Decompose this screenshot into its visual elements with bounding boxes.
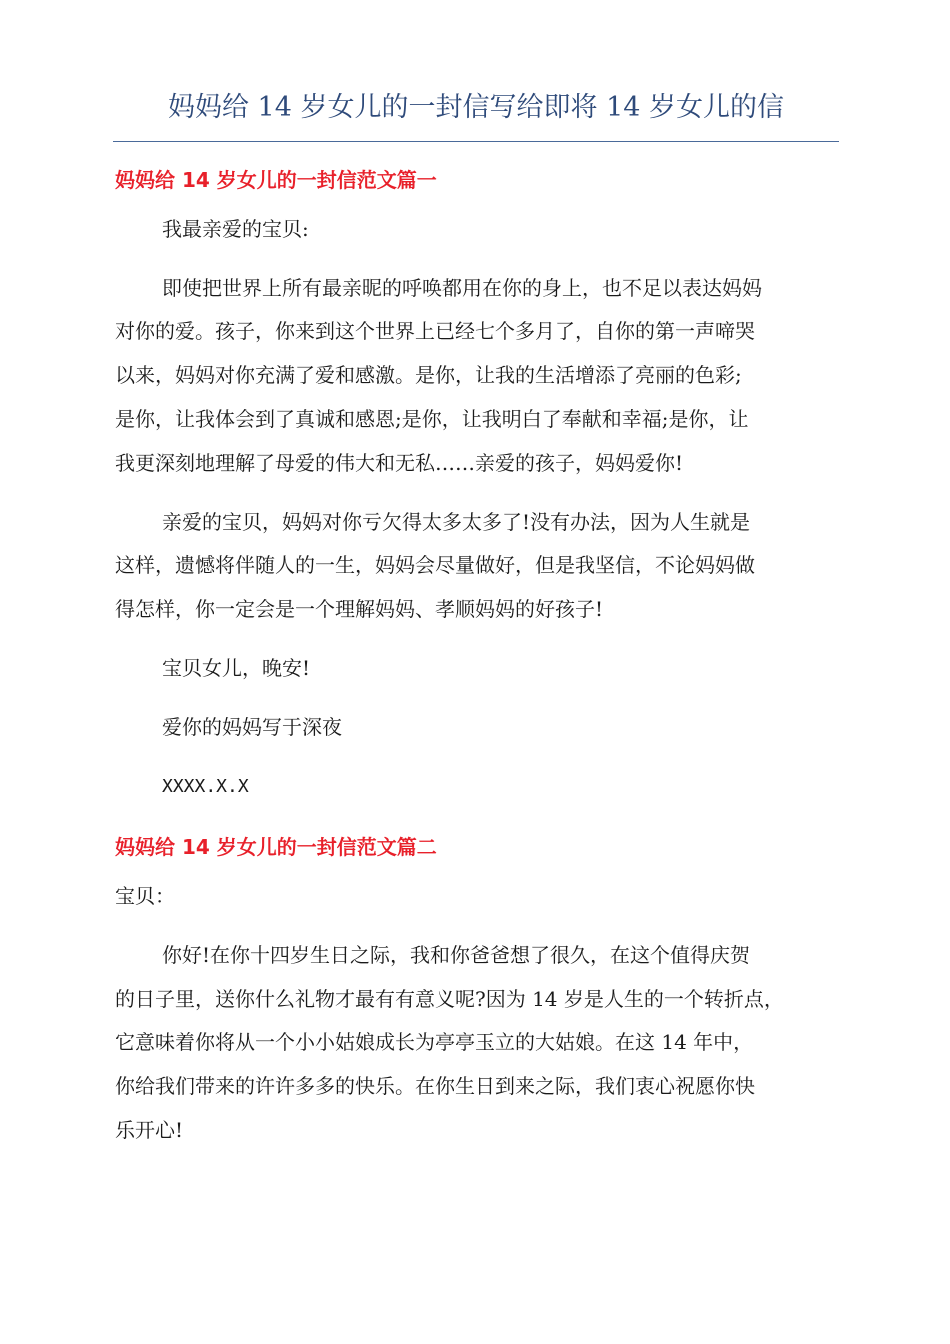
date-line: XXXX.X.X xyxy=(162,776,249,797)
paragraph-line: 的日子里，送你什么礼物才最有有意义呢?因为 14 岁是人生的一个转折点， xyxy=(115,987,784,1011)
paragraph-line: 是你，让我体会到了真诚和感恩;是你，让我明白了奉献和幸福;是你，让 xyxy=(115,407,749,431)
page-title: 妈妈给 14 岁女儿的一封信写给即将 14 岁女儿的信 xyxy=(167,92,785,123)
section-heading-2: 妈妈给 14 岁女儿的一封信范文篇二 xyxy=(115,835,437,859)
paragraph-line: 你好!在你十四岁生日之际，我和你爸爸想了很久，在这个值得庆贺 xyxy=(162,943,751,967)
title-divider xyxy=(113,141,839,142)
paragraph-line: 亲爱的宝贝，妈妈对你亏欠得太多太多了!没有办法，因为人生就是 xyxy=(162,510,751,534)
paragraph-line: 以来，妈妈对你充满了爱和感激。是你，让我的生活增添了亮丽的色彩; xyxy=(115,363,742,387)
paragraph-line: 得怎样，你一定会是一个理解妈妈、孝顺妈妈的好孩子! xyxy=(115,597,604,621)
paragraph-line: 对你的爱。孩子，你来到这个世界上已经七个多月了，自你的第一声啼哭 xyxy=(115,319,755,343)
paragraph-line: 乐开心! xyxy=(115,1118,184,1142)
signature-line: 爱你的妈妈写于深夜 xyxy=(162,715,342,739)
paragraph-line: 你给我们带来的许许多多的快乐。在你生日到来之际，我们衷心祝愿你快 xyxy=(115,1074,755,1098)
salutation-2: 宝贝： xyxy=(115,884,175,908)
paragraph-line: 它意味着你将从一个小小姑娘成长为亭亭玉立的大姑娘。在这 14 年中， xyxy=(115,1030,754,1054)
salutation-1: 我最亲爱的宝贝: xyxy=(162,217,309,241)
paragraph-line: 这样，遗憾将伴随人的一生，妈妈会尽量做好，但是我坚信，不论妈妈做 xyxy=(115,553,755,577)
paragraph-line: 我更深刻地理解了母爱的伟大和无私……亲爱的孩子，妈妈爱你! xyxy=(115,451,684,475)
paragraph-line: 即使把世界上所有最亲昵的呼唤都用在你的身上，也不足以表达妈妈 xyxy=(162,276,762,300)
section-heading-1: 妈妈给 14 岁女儿的一封信范文篇一 xyxy=(115,168,437,192)
closing-line: 宝贝女儿，晚安! xyxy=(162,656,311,680)
